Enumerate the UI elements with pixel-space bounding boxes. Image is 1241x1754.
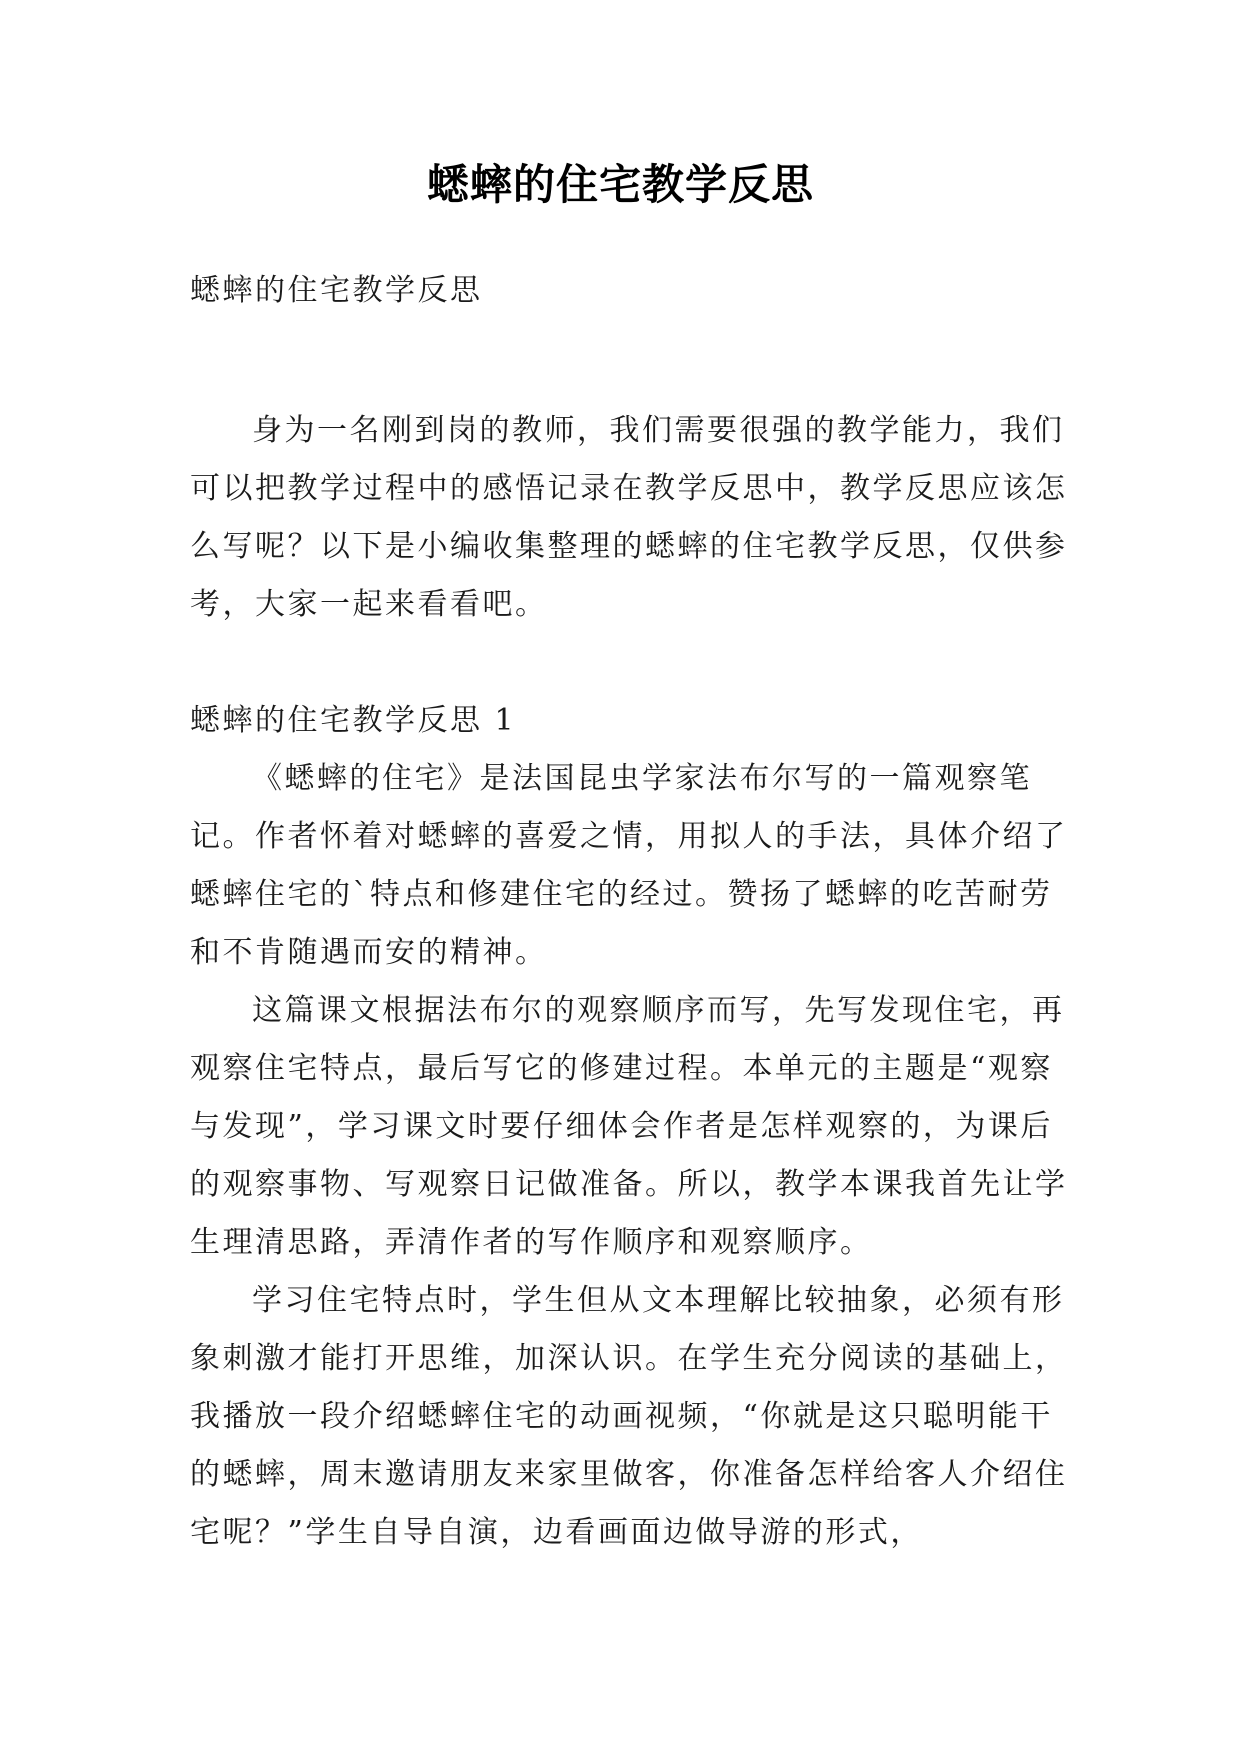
body-paragraph: 学习住宅特点时，学生但从文本理解比较抽象，必须有形象刺激才能打开思维，加深认识。在学生充分阅读的基础上，我播放一段介绍蟋蟀住宅的动画视频，“你就是这只聪明能干的蟋蟀，周末邀请朋友来家里做客，你准备怎样给客人介绍住宅呢？”学生自导自演，边看画面边做导游的形式， — [190, 1283, 1068, 1550]
document-subtitle: 蟋蟀的住宅教学反思 — [190, 273, 483, 308]
body-paragraph: 《蟋蟀的住宅》是法国昆虫学家法布尔写的一篇观察笔记。作者怀着对蟋蟀的喜爱之情，用拟人的手法，具体介绍了蟋蟀住宅的`特点和修建住宅的经过。赞扬了蟋蟀的吃苦耐劳和不肯随遇而安的精神。 — [190, 761, 1068, 970]
document-title: 蟋蟀的住宅教学反思 — [426, 160, 814, 209]
body-paragraph: 这篇课文根据法布尔的观察顺序而写，先写发现住宅，再观察住宅特点，最后写它的修建过程。本单元的主题是“观察与发现”，学习课文时要仔细体会作者是怎样观察的，为课后的观察事物、写观察日记做准备。所以，教学本课我首先让学生理清思路，弄清作者的写作顺序和观察顺序。 — [190, 993, 1068, 1260]
intro-paragraph: 身为一名刚到岗的教师，我们需要很强的教学能力，我们可以把教学过程中的感悟记录在教学反思中，教学反思应该怎么写呢？以下是小编收集整理的蟋蟀的住宅教学反思，仅供参考，大家一起来看看吧。 — [190, 413, 1068, 622]
section-heading: 蟋蟀的住宅教学反思 1 — [190, 703, 517, 738]
